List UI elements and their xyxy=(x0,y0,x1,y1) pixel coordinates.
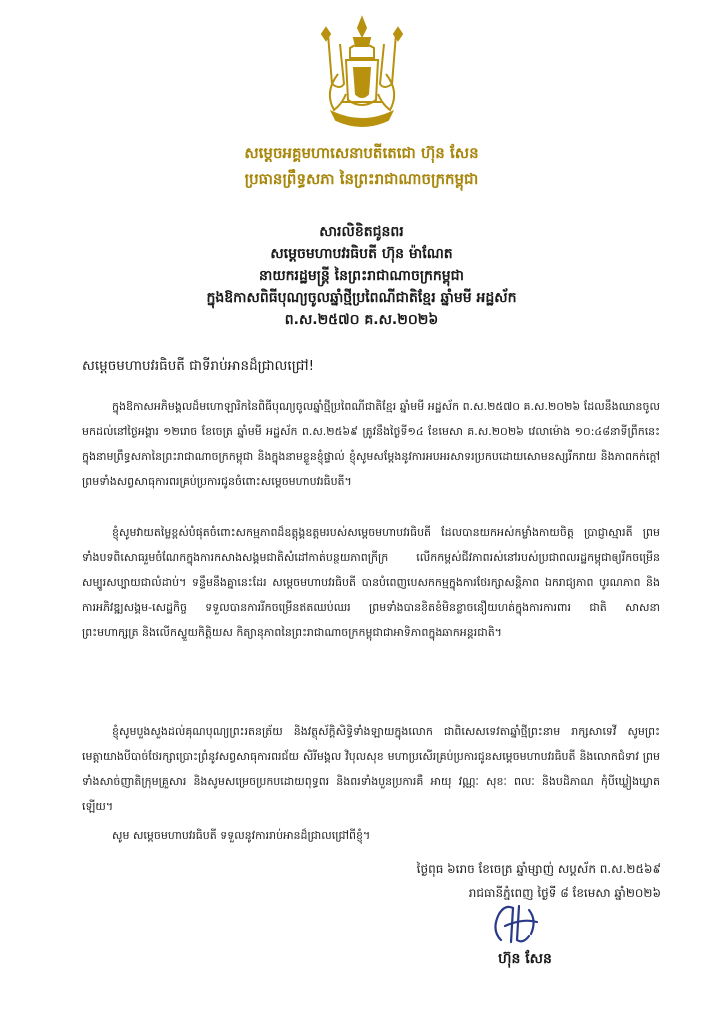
occasion-line: ក្នុងឱកាសពិធីបុណ្យចូលឆ្នាំថ្មីប្រពៃណីជាតិខ្មែរ ឆ្នាំមមី អដ្ឋស័ក xyxy=(206,290,517,306)
signatory-name: ហ៊ុន សែន xyxy=(498,951,552,967)
era-date-line: ព.ស.២៥៧០ គ.ស.២០២៦ xyxy=(284,312,439,328)
closing-paragraph: សូម សម្ដេចមហាបវរធិបតី ទទួលនូវការរាប់អានដ៏ជ្រាលជ្រៅពីខ្ញុំ។ xyxy=(112,829,371,842)
salutation: សម្ដេចមហាបវរធិបតី ជាទីរាប់អានដ៏ជ្រាលជ្រៅ! xyxy=(82,358,314,374)
sender-title: ប្រធានព្រឹទ្ធសភា នៃព្រះរាជាណាចក្រកម្ពុជា xyxy=(244,170,479,188)
lunar-date: ថ្ងៃពុធ ៦រោច ខែចេត្រ ឆ្នាំម្សាញ់ សប្តស័ក ព.ស.២៥៦៩ xyxy=(416,862,661,876)
recipient-title: នាយករដ្ឋមន្ត្រី នៃព្រះរាជាណាចក្រកម្ពុជា xyxy=(258,268,465,284)
letter-title: សារលិខិតជូនពរ xyxy=(319,224,404,240)
royal-coat-of-arms-icon xyxy=(318,14,406,134)
body-paragraph-1: ក្នុងឱកាសអភិមង្គលដ៏មហោឡារិកនៃពិធីបុណ្យចូលឆ្នាំថ្មីប្រពៃណីជាតិខ្មែរ ឆ្នាំមមី អដ្ឋស័ក ព.ស.២៥៧០ គ.ស.២០២៦ ដែលនឹងឈានចូលមកដល់នៅថ្ងៃអង្គារ ១២រោច ខែចេត្រ ឆ្នាំមមី អដ្ឋស័ក ព.ស.២៥៦៩ ត្រូវនឹងថ្ងៃទី១៤ ខែមេសា គ.ស.២០២៦ វេលាម៉ោង ១០:៤៨នាទីព្រឹកនេះ ក្នុងនាមព្រឹទ្ធសភានៃព្រះរាជាណាចក្រកម្ពុជា និងក្នុងនាមខ្លួនខ្ញុំផ្ទាល់ ខ្ញុំសូមសម្ដែងនូវការអបអរសាទរប្រកបដោយសោមនស្សរីករាយ និងភាពកក់ក្ដៅ ព្រមទាំងសព្វសាធុការពរគ្រប់ប្រការជូនចំពោះសម្ដេចមហាបវរធិបតី។ xyxy=(82,400,660,488)
body-paragraph-3: ខ្ញុំសូមបួងសួងដល់គុណបុណ្យព្រះរតនត្រ័យ និងវត្ថុស័ក្ដិសិទ្ធិទាំងឡាយក្នុងលោក ជាពិសេសទេវតាឆ្នាំថ្មីព្រះនាម រាក្សសាទេវី សូមព្រះមេត្តាយាងបីបាច់ថែរក្សាប្រោះព្រំនូវសព្វសាធុការពរជ័យ សិរីមង្គល វិបុលសុខ មហាប្រសើរគ្រប់ប្រការជូនសម្ដេចមហាបវរធិបតី និងលោកជំទាវ ព្រមទាំងសាច់ញាតិក្រុមគ្រួសារ និងសូមសម្រេចប្រកបដោយពុទ្ធពរ និងពរទាំងបួនប្រការគឺ អាយុ វណ្ណៈ សុខៈ ពលៈ និងបដិភាណ កុំបីឃ្លៀងឃ្លាតឡើយ។ xyxy=(82,725,660,813)
body-paragraph-2: ខ្ញុំសូមវាយតម្លៃខ្ពស់បំផុតចំពោះសកម្មភាពដ៏ឧត្ដុង្គឧត្ដមរបស់សម្ដេចមហាបវរធិបតី ដែលបានយកអស់កម្លាំងកាយចិត្ត ប្រាជ្ញាស្មារតី ព្រមទាំងបទពិសោធរួមចំណែកក្នុងការកសាងសង្គមជាតិសំដៅកាត់បន្ថយភាពក្រីក្រ លើកកម្ពស់ជីវភាពរស់នៅរបស់ប្រជាពលរដ្ឋកម្ពុជាឲ្យរីកចម្រើន សម្បូរសប្បាយជាលំដាប់។ ទន្ទឹមនឹងគ្នានេះដែរ សម្ដេចមហាបវរធិបតី បានបំពេញបេសកកម្មក្នុងការថែរក្សាសន្តិភាព ឯករាជ្យភាព បូរណភាព និងការអភិវឌ្ឍសង្គម-សេដ្ឋកិច្ច ទទួលបានការរីកចម្រើនឥតឈប់ឈរ ព្រមទាំងបានខិតខំមិនខ្លាចនឿយហត់ក្នុងការការពារ ជាតិ សាសនា ព្រះមហាក្សត្រ និងលើកស្ទួយកិត្តិយស កិត្យានុភាពនៃព្រះរាជាណាចក្រកម្ពុជាជាអាទិភាពក្នុងឆាកអន្តរជាតិ។ xyxy=(82,526,660,639)
recipient-name: សម្ដេចមហាបវរធិបតី ហ៊ុន ម៉ាណែត xyxy=(270,246,453,262)
sender-name: សម្ដេចអគ្គមហាសេនាបតីតេជោ ហ៊ុន សែន xyxy=(244,144,479,162)
handwritten-signature-icon xyxy=(483,900,555,950)
place-and-date: រាជធានីភ្នំពេញ ថ្ងៃទី ៨ ខែមេសា ឆ្នាំ២០២៦ xyxy=(468,886,661,900)
